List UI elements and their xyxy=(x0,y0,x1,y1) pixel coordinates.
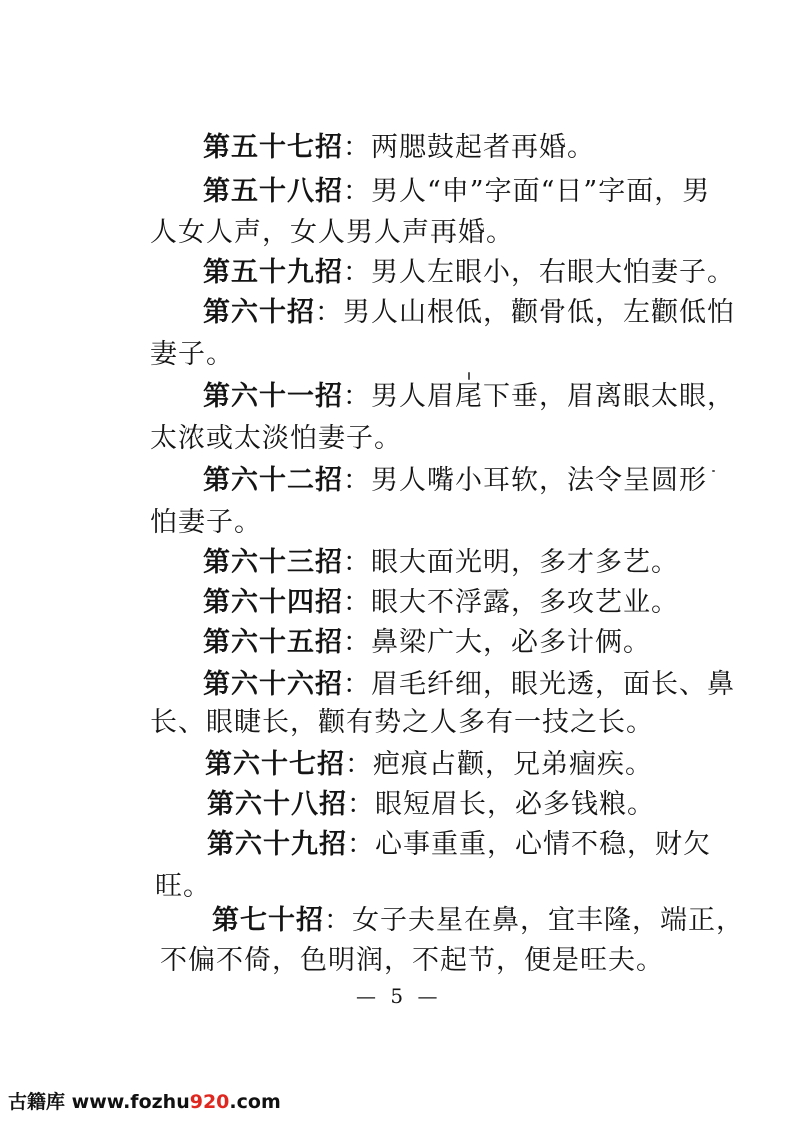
entry-65-line-1 xyxy=(203,626,651,660)
scan-speck xyxy=(712,470,715,472)
entry-63-label: 第六十三招 xyxy=(203,547,343,578)
entry-62-label: 第六十二招 xyxy=(203,465,343,496)
entry-64-text: ：眼大不浮露，多攻艺业。 xyxy=(343,587,679,618)
watermark-site-name: 古籍库 xyxy=(8,1091,66,1113)
entry-68-label: 第六十八招 xyxy=(207,789,347,820)
entry-68-line-1 xyxy=(207,788,655,822)
entry-58-line-1 xyxy=(203,175,710,209)
entry-64-label: 第六十四招 xyxy=(203,587,343,618)
entry-62-line-1 xyxy=(203,464,707,498)
watermark-url-suffix: .com xyxy=(229,1091,281,1113)
entry-65-text: ：鼻梁广大，必多计俩。 xyxy=(343,627,651,658)
entry-62-line-2: 怕妻子。 xyxy=(150,507,262,538)
entry-66-label: 第六十六招 xyxy=(203,669,343,700)
entry-68-text: ：眼短眉长，必多钱粮。 xyxy=(347,789,655,820)
entry-67-text: ：疤痕占颧，兄弟痼疾。 xyxy=(345,749,653,780)
watermark-url-prefix: www.fozhu xyxy=(71,1091,190,1113)
entry-62-text: ：男人嘴小耳软，法令呈圆形 xyxy=(343,465,707,496)
scan-speck xyxy=(468,372,470,380)
entry-57-label: 第五十七招 xyxy=(203,132,343,163)
entry-67-label: 第六十七招 xyxy=(205,749,345,780)
entry-58-label: 第五十八招 xyxy=(203,176,343,207)
entry-59-line-1 xyxy=(203,256,735,290)
entry-61-line-1 xyxy=(203,380,735,414)
entry-60-label: 第六十招 xyxy=(203,297,315,328)
page-number: — 5 — xyxy=(356,984,442,1008)
entry-70-text: ：女子夫星在鼻，宜丰隆，端正， xyxy=(324,905,744,936)
entry-70-line-1 xyxy=(212,904,744,938)
entry-67-line-1 xyxy=(205,748,653,782)
entry-58-line-2: 人女人声，女人男人声再婚。 xyxy=(150,217,514,248)
entry-59-label: 第五十九招 xyxy=(203,257,343,288)
entry-69-text: ：心事重重，心情不稳，财欠 xyxy=(347,829,711,860)
entry-63-text: ：眼大面光明，多才多艺。 xyxy=(343,547,679,578)
entry-65-label: 第六十五招 xyxy=(203,627,343,658)
entry-60-line-1 xyxy=(203,296,735,330)
entry-70-line-2: 不偏不倚，色明润，不起节，便是旺夫。 xyxy=(160,945,664,976)
entry-69-line-1 xyxy=(207,828,711,862)
entry-57-line-1 xyxy=(203,131,595,165)
entry-69-label: 第六十九招 xyxy=(207,829,347,860)
watermark-url-number: 920 xyxy=(189,1091,230,1113)
entry-57-text: ：两腮鼓起者再婚。 xyxy=(343,132,595,163)
entry-61-label: 第六十一招 xyxy=(203,381,343,412)
entry-70-label: 第七十招 xyxy=(212,905,324,936)
entry-60-text: ：男人山根低，颧骨低，左颧低怕 xyxy=(315,297,735,328)
site-watermark xyxy=(8,1090,281,1114)
entry-66-line-2: 长、眼睫长，颧有势之人多有一技之长。 xyxy=(150,707,654,738)
entry-64-line-1 xyxy=(203,586,679,620)
entry-61-text: ：男人眉尾下垂，眉离眼太眼， xyxy=(343,381,735,412)
entry-63-line-1 xyxy=(203,546,679,580)
entry-66-text: ：眉毛纤细，眼光透，面长、鼻 xyxy=(343,669,735,700)
entry-60-line-2: 妻子。 xyxy=(150,339,234,370)
entry-66-line-1 xyxy=(203,668,735,702)
entry-58-text: ：男人“申”字面“日”字面，男 xyxy=(343,176,711,207)
entry-69-line-2: 旺。 xyxy=(155,871,211,902)
entry-59-text: ：男人左眼小，右眼大怕妻子。 xyxy=(343,257,735,288)
entry-61-line-2: 太浓或太淡怕妻子。 xyxy=(150,423,402,454)
